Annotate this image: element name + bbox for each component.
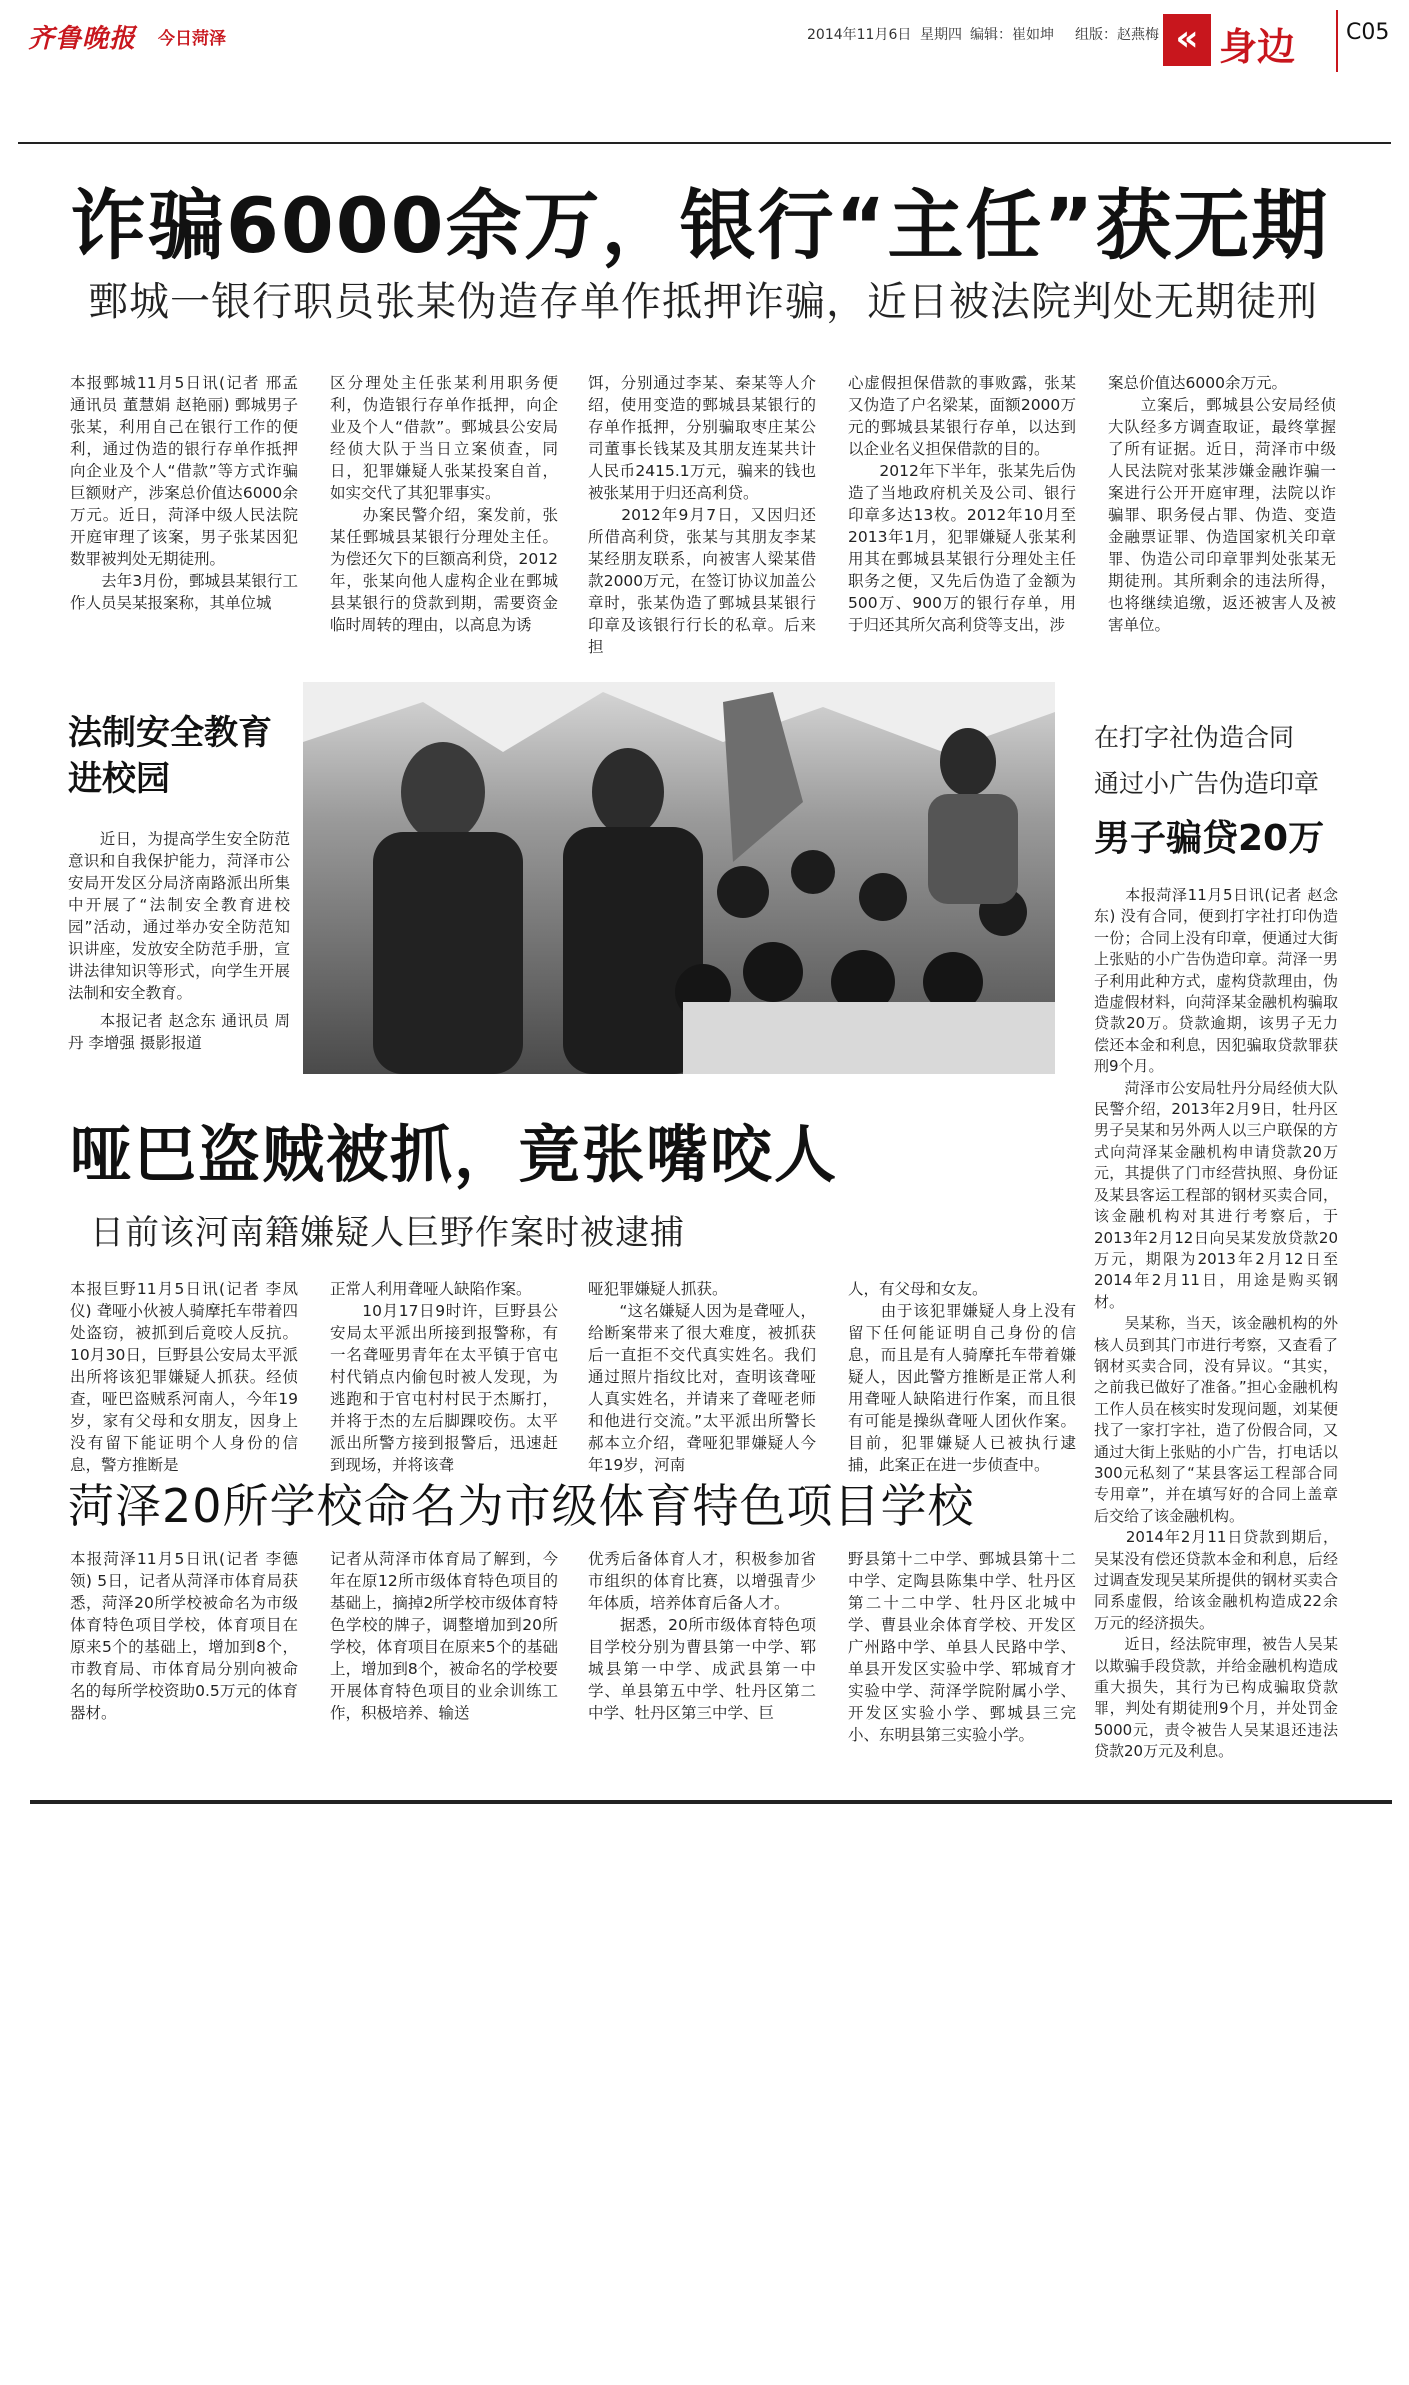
article3-col1: 本报巨野11月5日讯(记者 李凤仪) 聋哑小伙被人骑摩托车带着四处盗窃，被抓到后竟咬人反抗。10月30日，巨野县公安局太平派出所将该犯罪嫌疑人抓获。经侦查，哑巴盗贼系河南人，今年19岁，家有父母和女朋友，因身上没有留下能证明个人身份的信息，警方推断是 <box>70 1280 298 1474</box>
section-badge <box>1163 14 1333 69</box>
double-chevron-icon: « <box>1163 14 1211 66</box>
article1-col5: 案总价值达6000余万元。 立案后，鄄城县公安局经侦大队经多方调查取证，最终掌握了所有证据。近日，菏泽市中级人民法院对张某涉嫌金融诈骗一案进行公开开庭审理，法院以诈骗罪、职务侵占罪、伪造、变造金融票证罪、伪造国家机关印章罪、伪造公司印章罪判处张某无期徒刑。其所剩余的违法所得，也将继续追缴，返还被害人及被害单位。 <box>1108 374 1336 634</box>
editor-credit: 编辑：崔如坤 <box>970 27 1054 43</box>
page-number: C05 <box>1346 20 1390 45</box>
article1-col1: 本报鄄城11月5日讯(记者 邢孟 通讯员 董慧娟 赵艳丽) 鄄城男子张某，利用自己在银行工作的便利，通过伪造的银行存单作抵押向企业及个人“借款”等方式诈骗巨额财产，涉案总价值达6000余万元。近日，菏泽中级人民法院开庭审理了该案，男子张某因犯数罪被判处无期徒刑。 去年3月份，鄄城县某银行工作人员吴某报案称，其单位城 <box>70 374 298 612</box>
article4-headline: 菏泽20所学校命名为市级体育特色项目学校 <box>68 1479 975 1533</box>
photo-children-police-officers <box>303 682 1055 1074</box>
article4-col3: 优秀后备体育人才，积极参加省市组织的体育比赛，以增强青少年体质，培养体育后备人才。 据悉，20所市级体育特色项目学校分别为曹县第一中学、郓城县第一中学、成武县第一中学、单县第五中学、牡丹区第二中学、牡丹区第三中学、巨 <box>588 1550 816 1722</box>
article3-subhead: 日前该河南籍嫌疑人巨野作案时被逮捕 <box>90 1213 685 1253</box>
issue-weekday: 星期四 <box>920 27 962 43</box>
article1-subhead: 鄄城一银行职员张某伪造存单作抵押诈骗，近日被法院判处无期徒刑 <box>88 279 1318 325</box>
article5-body: 本报菏泽11月5日讯(记者 赵念东) 没有合同，便到打字社打印伪造一份；合同上没有印章，便通过大街上张贴的小广告伪造印章。菏泽一男子利用此种方式，虚构贷款理由，伪造虚假材料，向菏泽某金融机构骗取贷款20万。贷款逾期，该男子无力偿还本金和利息，因犯骗取贷款罪获刑9个月。 菏泽市公安局牡丹分局经侦大队民警介绍，2013年2月9日，牡丹区男子吴某和另外两人以三户联保的方式向菏泽某金融机构申请贷款20万元，其提供了门市经营执照、身份证及某县客运工程部的钢材买卖合同，该金融机构对其进行考察后，于2013年2月12日向吴某发放贷款20万元，期限为2013年2月12日至2014年2月11日，用途是购买钢材。 吴某称，当天，该金融机构的外核人员到其门市进行考察，又查看了钢材买卖合同，没有异议。“其实，之前我已做好了准备。”担心金融机构工作人员在核实时发现问题，刘某便找了一家打字社，造了份假合同，又通过大街上张贴的小广告，打电话以300元私刻了“某县客运工程部合同专用章”，并在填写好的合同上盖章后交给了该金融机构。 2014年2月11日贷款到期后，吴某没有偿还贷款本金和利息，后经过调查发现吴某所提供的钢材买卖合同系虚假，给该金融机构造成22余万元的经济损失。 近日，经法院审理，被告人吴某以欺骗手段贷款，并给金融机构造成重大损失，其行为已构成骗取贷款罪，判处有期徒刑9个月，并处罚金5000元，责令被告人吴某退还违法贷款20万元及利息。 <box>1094 886 1338 1761</box>
masthead-logo: 齐鲁晚报 <box>28 24 137 54</box>
header-rule <box>18 142 1391 144</box>
article2-headline-line1: 法制安全教育 <box>68 713 272 753</box>
section-name: 今日菏泽 <box>158 29 226 49</box>
article5-headline: 男子骗贷20万 <box>1094 818 1325 859</box>
article1-col4: 心虚假担保借款的事败露，张某又伪造了户名梁某，面额2000万元的鄄城县某银行存单，以达到以企业名义担保借款的目的。 2012年下半年，张某先后伪造了当地政府机关及公司、银行印章多达13枚。2012年10月至2013年1月，犯罪嫌疑人张某利用其在鄄城县某银行分理处主任职务之便，又先后伪造了金额为500万、900万的银行存单，用于归还其所欠高利贷等支出，涉 <box>848 374 1076 634</box>
footer-rule <box>30 1800 1392 1804</box>
section-badge-label: 身边 <box>1219 25 1296 69</box>
article3-col2: 正常人利用聋哑人缺陷作案。 10月17日9时许，巨野县公安局太平派出所接到报警称，有一名聋哑男青年在太平镇于官屯村代销点内偷包时被人发现，为逃跑和于官屯村村民于杰厮打，并将于杰的左后脚踝咬伤。太平派出所警方接到报警后，迅速赶到现场，并将该聋 <box>330 1280 558 1474</box>
article2-body: 近日，为提高学生安全防范意识和自我保护能力，菏泽市公安局开发区分局济南路派出所集中开展了“法制安全教育进校园”活动，通过举办安全防范知识讲座，发放安全防范手册，宣讲法律知识等形式，向学生开展法制和安全教育。 <box>68 830 290 1002</box>
issue-date: 2014年11月6日 <box>807 27 912 43</box>
article3-headline: 哑巴盗贼被抓，竟张嘴咬人 <box>70 1118 839 1191</box>
article1-col2: 区分理处主任张某利用职务便利，伪造银行存单作抵押，向企业及个人“借款”。鄄城县公安局经侦大队于当日立案侦查，同日，犯罪嫌疑人张某投案自首，如实交代了其犯罪事实。 办案民警介绍，案发前，张某任鄄城县某银行分理处主任。为偿还欠下的巨额高利贷，2012年，张某向他人虚构企业在鄄城县某银行的贷款到期，需要资金临时周转的理由，以高息为诱 <box>330 374 558 634</box>
article3-col3: 哑犯罪嫌疑人抓获。 “这名嫌疑人因为是聋哑人，给断案带来了很大难度，被抓获后一直拒不交代真实姓名。我们通过照片指纹比对，查明该聋哑人真实姓名，并请来了聋哑老师和他进行交流。”太平派出所警长郝本立介绍，聋哑犯罪嫌疑人今年19岁，河南 <box>588 1280 816 1474</box>
article4-col4: 野县第十二中学、鄄城县第十二中学、定陶县陈集中学、牡丹区第二十二中学、牡丹区北城中学、曹县业余体育学校、开发区广州路中学、单县人民路中学、单县开发区实验中学、郓城育才实验中学、菏泽学院附属小学、开发区实验小学、鄄城县三完小、东明县第三实验小学。 <box>848 1550 1076 1744</box>
article1-headline: 诈骗6000余万，银行“主任”获无期 <box>70 181 1330 270</box>
article2-byline: 本报记者 赵念东 通讯员 周丹 李增强 摄影报道 <box>68 1012 290 1052</box>
article5-kicker2: 通过小广告伪造印章 <box>1094 769 1320 798</box>
article4-col2: 记者从菏泽市体育局了解到，今年在原12所市级体育特色项目的基础上，摘掉2所学校市级体育特色学校的牌子，调整增加到20所学校，体育项目在原来5个的基础上，增加到8个，被命名的学校要开展体育特色项目的业余训练工作，积极培养、输送 <box>330 1550 558 1722</box>
article2-headline-line2: 进校园 <box>68 759 170 799</box>
header-divider <box>1336 10 1338 72</box>
article3-col4: 人，有父母和女友。 由于该犯罪嫌疑人身上没有留下任何能证明自己身份的信息，而且是有人骑摩托车带着嫌疑人，因此警方推断是正常人利用聋哑人缺陷进行作案，而且很有可能是操纵聋哑人团伙作案。目前，犯罪嫌疑人已被执行逮捕，此案正在进一步侦查中。 <box>848 1280 1076 1474</box>
article1-col3: 饵，分别通过李某、秦某等人介绍，使用变造的鄄城县某银行的存单作抵押，分别骗取枣庄某公司董事长钱某及其朋友连某共计人民币2415.1万元，骗来的钱也被张某用于归还高利贷。 2012年9月7日，又因归还所借高利贷，张某与其朋友李某某经朋友联系，向被害人梁某借款2000万元，在签订协议加盖公章时，张某伪造了鄄城县某银行印章及该银行行长的私章。后来担 <box>588 374 816 656</box>
article5-kicker1: 在打字社伪造合同 <box>1094 723 1295 752</box>
layout-credit: 组版：赵燕梅 <box>1075 27 1159 43</box>
news-photo <box>303 682 1055 1074</box>
article4-col1: 本报菏泽11月5日讯(记者 李德领) 5日，记者从菏泽市体育局获悉，菏泽20所学校被命名为市级体育特色项目学校，体育项目在原来5个的基础上，增加到8个，市教育局、市体育局分别向被命名的每所学校资助0.5万元的体育器材。 <box>70 1550 298 1722</box>
